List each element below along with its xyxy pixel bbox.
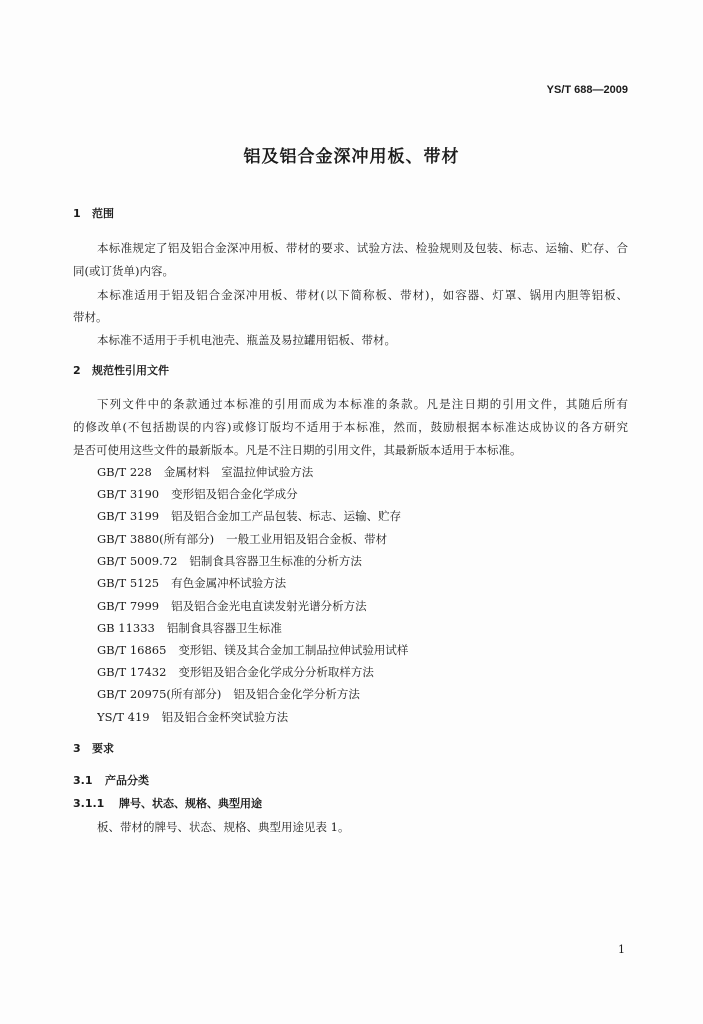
reference-code: GB 11333 [97,621,155,635]
reference-item [97,599,628,614]
section-number: 2 [73,364,81,377]
reference-title: 铝及铝合金光电直读发射光谱分析方法 [171,599,367,613]
paragraph-line: 板、带材的牌号、状态、规格、典型用途见表 1。 [97,820,350,834]
reference-item [97,487,628,502]
section-title: 要求 [92,742,114,755]
reference-code: YS/T 419 [97,710,150,724]
paragraph-line: 本标准不适用于手机电池壳、瓶盖及易拉罐用铝板、带材。 [97,333,396,347]
section-title: 规范性引用文件 [92,364,169,377]
subsection-3-1-heading [73,774,149,789]
paragraph-line: 本标准规定了铝及铝合金深冲用板、带材的要求、试验方法、检验规则及包装、标志、运输、贮存、合 [97,241,628,255]
standard-code: YS/T 688—2009 [546,84,628,96]
reference-title: 铝制食具容器卫生标准的分析方法 [189,554,362,568]
section-1-heading [73,207,114,222]
reference-code: GB/T 228 [97,465,152,479]
reference-title: 一般工业用铝及铝合金板、带材 [226,532,388,546]
paragraph-line: 带材。 [73,310,108,324]
section-number: 3.1.1 [73,797,105,810]
section-title: 牌号、状态、规格、典型用途 [119,797,262,810]
reference-item [97,554,628,569]
section-number: 3.1 [73,774,93,787]
paragraph-line: 下列文件中的条款通过本标准的引用而成为本标准的条款。凡是注日期的引用文件，其随后所有 [97,397,628,411]
section-title: 产品分类 [105,774,149,787]
reference-code: GB/T 3199 [97,509,160,523]
reference-code: GB/T 5009.72 [97,554,178,568]
section-2-heading [73,364,169,379]
reference-title: 铝及铝合金杯突试验方法 [161,710,289,724]
reference-code: GB/T 5125 [97,576,160,590]
reference-item [97,576,628,591]
reference-item [97,687,628,702]
reference-code: GB/T 16865 [97,643,167,657]
section-number: 3 [73,742,81,755]
reference-code: GB/T 3880(所有部分) [97,532,215,546]
reference-code: GB/T 20975(所有部分) [97,687,222,701]
reference-title: 有色金属冲杯试验方法 [171,576,287,590]
section-title: 范围 [92,207,114,220]
page-number: 1 [618,943,625,956]
reference-title: 变形铝及铝合金化学成分 [171,487,298,501]
reference-item [97,465,628,480]
reference-title: 变形铝及铝合金化学成分分析取样方法 [178,665,374,679]
reference-item [97,509,628,524]
paragraph-line: 是否可使用这些文件的最新版本。凡是不注日期的引用文件，其最新版本适用于本标准。 [73,443,522,457]
section-number: 1 [73,207,81,220]
reference-code: GB/T 17432 [97,665,167,679]
reference-item [97,621,628,636]
reference-title: 铝及铝合金化学分析方法 [233,687,360,701]
paragraph-line: 本标准适用于铝及铝合金深冲用板、带材(以下简称板、带材)，如容器、灯罩、锅用内胆等铝板、 [97,288,628,302]
document-title: 铝及铝合金深冲用板、带材 [243,147,460,167]
reference-item [97,665,628,680]
paragraph-line: 的修改单(不包括勘误的内容)或修订版均不适用于本标准，然而，鼓励根据本标准达成协议的各方研究 [73,420,628,434]
reference-title: 变形铝、镁及其合金加工制品拉伸试验用试样 [178,643,409,657]
paragraph-line: 同(或订货单)内容。 [73,264,174,278]
reference-item [97,710,628,725]
subsection-3-1-1-heading [73,797,262,812]
reference-code: GB/T 3190 [97,487,160,501]
reference-title: 铝制食具容器卫生标准 [166,621,282,635]
reference-title: 铝及铝合金加工产品包装、标志、运输、贮存 [171,509,402,523]
reference-item [97,532,628,547]
reference-title: 金属材料 室温拉伸试验方法 [163,465,314,479]
reference-item [97,643,628,658]
section-3-heading [73,742,114,757]
reference-code: GB/T 7999 [97,599,160,613]
